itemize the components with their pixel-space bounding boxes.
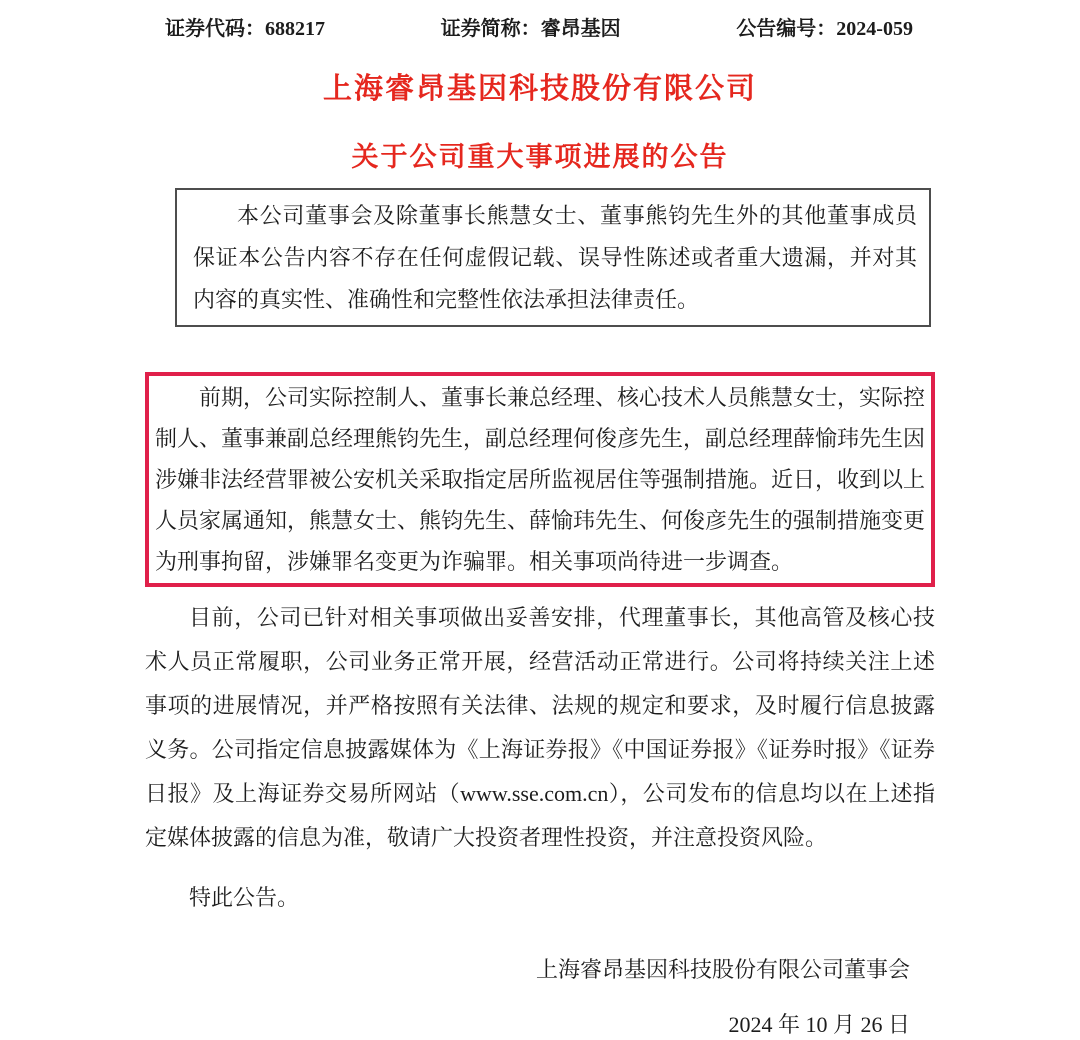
disclaimer-text: 本公司董事会及除董事长熊慧女士、董事熊钧先生外的其他董事成员保证本公告内容不存在任何虚假记载、误导性陈述或者重大遗漏，并对其内容的真实性、准确性和完整性依法承担法律责任。 [193,203,917,312]
stock-code: 证券代码：688217 [165,18,325,40]
stock-short-name: 证券简称：睿昂基因 [440,18,621,40]
disclaimer-box [175,188,931,327]
announcement-number: 公告编号：2024-059 [736,18,913,40]
body-paragraph: 目前，公司已针对相关事项做出妥善安排，代理董事长，其他高管及核心技术人员正常履职，公司业务正常开展，经营活动正常进行。公司将持续关注上述事项的进展情况，并严格按照有关法律、法规的规定和要求，及时履行信息披露义务。公司指定信息披露媒体为《上海证券报》《中国证券报》《证券时报》《证券日报》及上海证券交易所网站（www.sse.com.cn），公司发布的信息均以在上述指定媒体披露的信息为准，敬请广大投资者理性投资，并注意投资风险。 [145,605,935,850]
highlight-text: 前期，公司实际控制人、董事长兼总经理、核心技术人员熊慧女士，实际控制人、董事兼副总经理熊钧先生，副总经理何俊彦先生，副总经理薛愉玮先生因涉嫌非法经营罪被公安机关采取指定居所监视居住等强制措施。近日，收到以上人员家属通知，熊慧女士、熊钧先生、薛愉玮先生、何俊彦先生的强制措施变更为刑事拘留，涉嫌罪名变更为诈骗罪。相关事项尚待进一步调查。 [155,385,926,574]
signature-date: 2024 年 10 月 26 日 [728,1012,910,1037]
company-title: 上海睿昂基因科技股份有限公司 [322,73,757,105]
signature-block [145,955,935,1040]
announcement-title: 关于公司重大事项进展的公告 [351,142,729,172]
document-header [145,16,935,42]
highlighted-progress-box [145,372,935,587]
closing-statement: 特此公告。 [189,885,300,910]
signature-company: 上海睿昂基因科技股份有限公司董事会 [535,957,910,982]
